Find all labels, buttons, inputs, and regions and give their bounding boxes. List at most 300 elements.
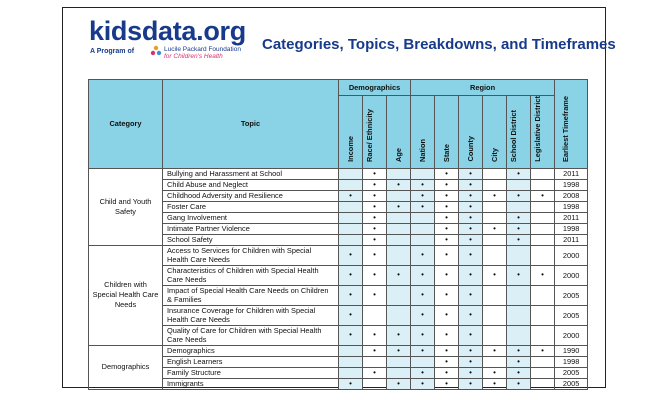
availability-cell (531, 345, 555, 356)
availability-cell (483, 212, 507, 223)
availability-dot: • (349, 378, 352, 388)
availability-dot: • (469, 179, 472, 189)
availability-cell (387, 190, 411, 201)
availability-dot: • (421, 367, 424, 377)
availability-dot: • (397, 330, 400, 340)
availability-dot: • (517, 356, 520, 366)
availability-dot: • (493, 378, 496, 388)
availability-dot: • (445, 378, 448, 388)
availability-dot: • (349, 190, 352, 200)
school-district-header: School District (507, 96, 531, 169)
availability-dot: • (349, 290, 352, 300)
demographics-group-header: Demographics (339, 80, 411, 96)
availability-dot: • (373, 234, 376, 244)
availability-dot: • (541, 270, 544, 280)
availability-dot: • (373, 201, 376, 211)
table-row (89, 234, 588, 245)
availability-cell (435, 345, 459, 356)
availability-cell (483, 168, 507, 179)
availability-cell (531, 305, 555, 325)
availability-cell (363, 356, 387, 367)
availability-dot: • (349, 270, 352, 280)
availability-dot: • (469, 310, 472, 320)
availability-cell (435, 265, 459, 285)
availability-dot: • (493, 270, 496, 280)
availability-dot: • (373, 179, 376, 189)
availability-dot: • (493, 367, 496, 377)
availability-cell (531, 234, 555, 245)
availability-dot: • (469, 190, 472, 200)
nation-header: Nation (411, 96, 435, 169)
availability-cell (483, 345, 507, 356)
availability-cell (387, 285, 411, 305)
table-row (89, 265, 588, 285)
availability-cell (507, 212, 531, 223)
topic-cell: Demographics (163, 345, 339, 356)
availability-dot: • (373, 168, 376, 178)
availability-dot: • (469, 330, 472, 340)
availability-dot: • (445, 270, 448, 280)
availability-dot: • (397, 201, 400, 211)
availability-cell (459, 168, 483, 179)
topic-cell: Immigrants (163, 378, 339, 389)
availability-cell (363, 168, 387, 179)
state-header: State (435, 96, 459, 169)
availability-cell (507, 345, 531, 356)
availability-cell (459, 201, 483, 212)
earliest-year-cell: 2005 (555, 285, 588, 305)
availability-cell (339, 201, 363, 212)
availability-cell (387, 245, 411, 265)
region-group-header: Region (411, 80, 555, 96)
logo-program-of: A Program of (90, 48, 135, 55)
availability-cell (411, 325, 435, 345)
availability-dot: • (445, 179, 448, 189)
availability-cell (507, 179, 531, 190)
availability-cell (531, 367, 555, 378)
table-row (89, 356, 588, 367)
age-header: Age (387, 96, 411, 169)
availability-cell (507, 168, 531, 179)
availability-dot: • (469, 345, 472, 355)
availability-cell (507, 305, 531, 325)
earliest-year-cell: 2000 (555, 325, 588, 345)
availability-cell (339, 367, 363, 378)
table-row (89, 305, 588, 325)
availability-cell (339, 345, 363, 356)
earliest-year-cell: 2000 (555, 245, 588, 265)
availability-dot: • (469, 378, 472, 388)
availability-cell (339, 168, 363, 179)
city-header: City (483, 96, 507, 169)
availability-cell (387, 367, 411, 378)
availability-dot: • (421, 378, 424, 388)
availability-dot: • (373, 290, 376, 300)
availability-cell (339, 234, 363, 245)
table-row (89, 285, 588, 305)
availability-cell (483, 367, 507, 378)
table-row (89, 201, 588, 212)
availability-cell (363, 245, 387, 265)
availability-cell (459, 190, 483, 201)
availability-cell (483, 223, 507, 234)
availability-cell (531, 378, 555, 389)
topic-cell: Insurance Coverage for Children with Special Health Care Needs (163, 305, 339, 325)
earliest-year-cell: 2005 (555, 378, 588, 389)
earliest-year-cell: 1998 (555, 356, 588, 367)
availability-cell (411, 305, 435, 325)
availability-dot: • (469, 356, 472, 366)
availability-cell (507, 234, 531, 245)
topic-cell: School Safety (163, 234, 339, 245)
availability-cell (339, 305, 363, 325)
availability-cell (435, 378, 459, 389)
availability-dot: • (397, 345, 400, 355)
availability-cell (507, 245, 531, 265)
table-row (89, 168, 588, 179)
availability-cell (435, 245, 459, 265)
availability-cell (387, 212, 411, 223)
availability-dot: • (517, 378, 520, 388)
availability-dot: • (445, 330, 448, 340)
availability-dot: • (445, 190, 448, 200)
county-header: County (459, 96, 483, 169)
availability-cell (435, 356, 459, 367)
availability-dot: • (421, 201, 424, 211)
availability-cell (459, 345, 483, 356)
availability-dot: • (397, 378, 400, 388)
availability-cell (531, 265, 555, 285)
availability-dot: • (469, 270, 472, 280)
earliest-year-cell: 1998 (555, 179, 588, 190)
availability-dot: • (445, 310, 448, 320)
earliest-year-cell: 2005 (555, 367, 588, 378)
availability-cell (387, 345, 411, 356)
availability-dot: • (469, 168, 472, 178)
availability-dot: • (469, 367, 472, 377)
availability-cell (411, 367, 435, 378)
availability-dot: • (469, 201, 472, 211)
availability-cell (411, 356, 435, 367)
availability-cell (531, 356, 555, 367)
availability-cell (339, 179, 363, 190)
income-header: Income (339, 96, 363, 169)
topic-cell: Gang Involvement (163, 212, 339, 223)
availability-cell (387, 201, 411, 212)
category-cell: Children with Special Health Care Needs (89, 245, 163, 345)
availability-cell (483, 201, 507, 212)
availability-dot: • (541, 345, 544, 355)
availability-dot: • (469, 234, 472, 244)
availability-dot: • (445, 223, 448, 233)
availability-cell (435, 190, 459, 201)
availability-cell (339, 245, 363, 265)
earliest-year-cell: 2011 (555, 168, 588, 179)
availability-cell (507, 378, 531, 389)
availability-cell (363, 223, 387, 234)
availability-cell (387, 305, 411, 325)
availability-cell (483, 265, 507, 285)
availability-cell (411, 245, 435, 265)
availability-cell (459, 265, 483, 285)
page-title: Categories, Topics, Breakdowns, and Timeframes (262, 36, 616, 53)
availability-dot: • (445, 345, 448, 355)
availability-cell (363, 345, 387, 356)
availability-cell (363, 234, 387, 245)
availability-dot: • (517, 367, 520, 377)
availability-dot: • (469, 290, 472, 300)
table-row (89, 325, 588, 345)
availability-cell (507, 190, 531, 201)
availability-cell (435, 325, 459, 345)
availability-cell (483, 179, 507, 190)
availability-dot: • (421, 310, 424, 320)
availability-cell (459, 234, 483, 245)
availability-dot: • (421, 270, 424, 280)
availability-dot: • (421, 190, 424, 200)
availability-cell (387, 265, 411, 285)
availability-cell (387, 378, 411, 389)
availability-cell (363, 285, 387, 305)
topic-cell: Characteristics of Children with Special Health Care Needs (163, 265, 339, 285)
availability-cell (459, 356, 483, 367)
table-row (89, 378, 588, 389)
availability-cell (411, 168, 435, 179)
availability-cell (387, 325, 411, 345)
availability-cell (363, 179, 387, 190)
earliest-year-cell: 1998 (555, 201, 588, 212)
availability-cell (363, 201, 387, 212)
kidsdata-logo (89, 18, 259, 68)
availability-dot: • (445, 212, 448, 222)
availability-cell (411, 265, 435, 285)
topic-cell: Impact of Special Health Care Needs on Children & Families (163, 285, 339, 305)
availability-cell (363, 378, 387, 389)
category-cell: Demographics (89, 345, 163, 389)
availability-dot: • (421, 345, 424, 355)
availability-dot: • (541, 190, 544, 200)
topic-cell: Quality of Care for Children with Special Health Care Needs (163, 325, 339, 345)
availability-cell (483, 245, 507, 265)
availability-cell (483, 378, 507, 389)
availability-dot: • (517, 223, 520, 233)
availability-cell (435, 234, 459, 245)
availability-cell (411, 212, 435, 223)
availability-cell (459, 378, 483, 389)
availability-cell (411, 234, 435, 245)
logo-wordmark: kidsdata.org (89, 16, 246, 46)
availability-cell (531, 168, 555, 179)
availability-dot: • (517, 234, 520, 244)
availability-dot: • (373, 212, 376, 222)
availability-cell (507, 223, 531, 234)
race-ethnicity-header: Race/ Ethnicity (363, 96, 387, 169)
availability-cell (531, 190, 555, 201)
availability-dot: • (349, 310, 352, 320)
topic-cell: Child Abuse and Neglect (163, 179, 339, 190)
earliest-year-cell: 2011 (555, 212, 588, 223)
availability-cell (507, 285, 531, 305)
availability-cell (363, 325, 387, 345)
earliest-timeframe-header: Earliest Timeframe (555, 80, 588, 169)
availability-cell (339, 378, 363, 389)
availability-cell (459, 325, 483, 345)
availability-cell (411, 285, 435, 305)
table-row (89, 212, 588, 223)
availability-cell (459, 305, 483, 325)
table-row (89, 367, 588, 378)
logo-foundation-line1: Lucile Packard Foundation (164, 46, 241, 53)
topic-cell: Intimate Partner Violence (163, 223, 339, 234)
availability-dot: • (493, 345, 496, 355)
table-row (89, 245, 588, 265)
logo-foundation-line2: for Children's Health (164, 53, 223, 60)
availability-dot: • (493, 223, 496, 233)
availability-dot: • (445, 367, 448, 377)
availability-cell (435, 223, 459, 234)
availability-cell (339, 265, 363, 285)
availability-cell (411, 190, 435, 201)
availability-dot: • (445, 290, 448, 300)
availability-dot: • (517, 190, 520, 200)
availability-dot: • (445, 168, 448, 178)
availability-cell (435, 212, 459, 223)
category-cell: Child and Youth Safety (89, 168, 163, 245)
availability-cell (507, 265, 531, 285)
topic-cell: Bullying and Harassment at School (163, 168, 339, 179)
earliest-year-cell: 1998 (555, 223, 588, 234)
availability-cell (507, 356, 531, 367)
availability-cell (459, 285, 483, 305)
availability-cell (531, 212, 555, 223)
availability-dot: • (445, 250, 448, 260)
availability-dot: • (517, 270, 520, 280)
availability-dot: • (397, 179, 400, 189)
availability-dot: • (373, 270, 376, 280)
legislative-district-header: Legislative District (531, 96, 555, 169)
availability-cell (339, 190, 363, 201)
availability-cell (411, 378, 435, 389)
availability-cell (483, 356, 507, 367)
availability-cell (339, 325, 363, 345)
availability-cell (483, 234, 507, 245)
availability-cell (387, 223, 411, 234)
availability-cell (459, 223, 483, 234)
availability-cell (339, 356, 363, 367)
availability-dot: • (445, 234, 448, 244)
availability-cell (387, 356, 411, 367)
availability-dot: • (421, 179, 424, 189)
availability-dot: • (517, 345, 520, 355)
availability-cell (459, 245, 483, 265)
availability-dot: • (373, 345, 376, 355)
availability-cell (387, 234, 411, 245)
availability-cell (435, 168, 459, 179)
topic-header: Topic (163, 80, 339, 169)
availability-cell (507, 325, 531, 345)
availability-dot: • (517, 212, 520, 222)
availability-dot: • (373, 330, 376, 340)
topic-cell: Foster Care (163, 201, 339, 212)
topic-cell: English Learners (163, 356, 339, 367)
availability-dot: • (397, 270, 400, 280)
earliest-year-cell: 2005 (555, 305, 588, 325)
availability-dot: • (493, 190, 496, 200)
availability-cell (507, 201, 531, 212)
earliest-year-cell: 2008 (555, 190, 588, 201)
availability-cell (459, 212, 483, 223)
availability-cell (363, 190, 387, 201)
availability-dot: • (469, 223, 472, 233)
availability-cell (363, 265, 387, 285)
availability-dot: • (445, 356, 448, 366)
availability-dot: • (373, 250, 376, 260)
availability-cell (411, 345, 435, 356)
availability-cell (459, 367, 483, 378)
topic-cell: Family Structure (163, 367, 339, 378)
availability-cell (531, 325, 555, 345)
table-row (89, 345, 588, 356)
availability-cell (531, 285, 555, 305)
availability-dot: • (349, 330, 352, 340)
availability-cell (483, 325, 507, 345)
availability-cell (363, 212, 387, 223)
earliest-year-cell: 1990 (555, 345, 588, 356)
availability-cell (435, 201, 459, 212)
availability-cell (387, 168, 411, 179)
availability-cell (435, 179, 459, 190)
availability-dot: • (373, 223, 376, 233)
category-header: Category (89, 80, 163, 169)
availability-cell (483, 285, 507, 305)
availability-cell (363, 305, 387, 325)
earliest-year-cell: 2000 (555, 265, 588, 285)
availability-dot: • (421, 250, 424, 260)
availability-dot: • (469, 250, 472, 260)
availability-cell (435, 305, 459, 325)
table-row (89, 223, 588, 234)
availability-cell (435, 285, 459, 305)
availability-cell (411, 179, 435, 190)
availability-cell (531, 245, 555, 265)
availability-cell (339, 223, 363, 234)
availability-cell (483, 305, 507, 325)
topic-cell: Access to Services for Children with Special Health Care Needs (163, 245, 339, 265)
table-row (89, 179, 588, 190)
availability-cell (531, 201, 555, 212)
availability-dot: • (349, 250, 352, 260)
table-row (89, 190, 588, 201)
availability-dot: • (517, 168, 520, 178)
availability-cell (339, 212, 363, 223)
availability-cell (411, 223, 435, 234)
availability-dot: • (421, 330, 424, 340)
topic-cell: Childhood Adversity and Resilience (163, 190, 339, 201)
availability-cell (387, 179, 411, 190)
availability-cell (483, 190, 507, 201)
breakdown-table (88, 79, 588, 390)
availability-cell (411, 201, 435, 212)
earliest-year-cell: 2011 (555, 234, 588, 245)
availability-dot: • (445, 201, 448, 211)
availability-cell (459, 179, 483, 190)
availability-cell (339, 285, 363, 305)
foundation-logo-icon (150, 45, 162, 57)
availability-cell (531, 223, 555, 234)
availability-cell (507, 367, 531, 378)
availability-dot: • (469, 212, 472, 222)
availability-dot: • (421, 290, 424, 300)
